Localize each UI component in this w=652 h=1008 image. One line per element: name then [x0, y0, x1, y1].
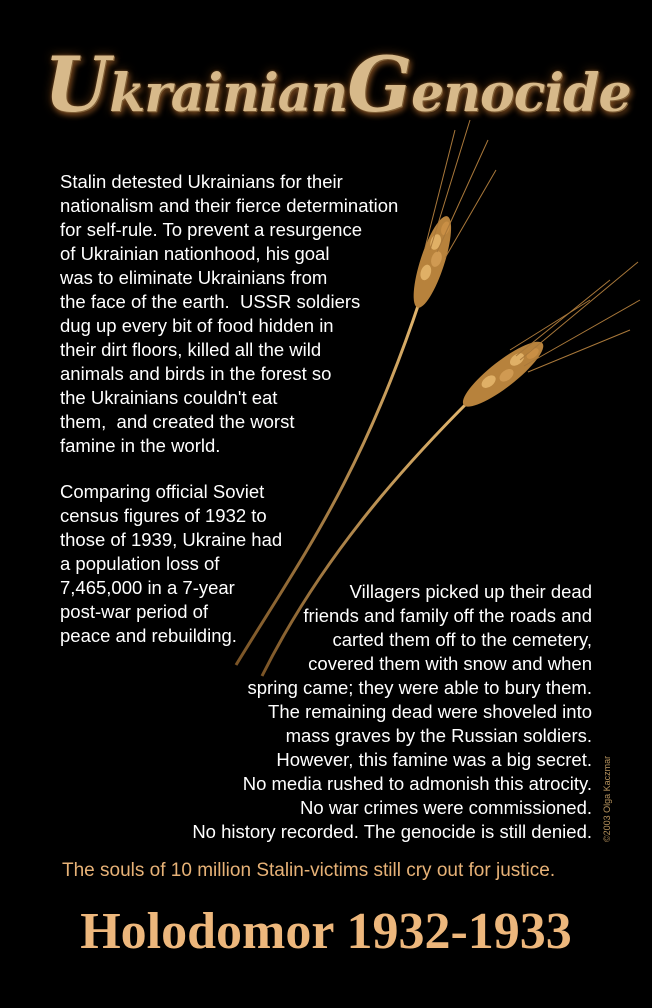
copyright-notice: ©2003 Olga Kaczmar	[602, 755, 612, 842]
title-initial-g: G	[347, 40, 412, 129]
paragraph-villagers: Villagers picked up their dead friends and family off the roads and carted them off to the cemetery, covered them with snow and when spring came; they were able to bury them. The remaining dead were shoveled into mass graves by the Russian soldiers. However, this famine was a big secret. No media rushed to admonish this atrocity. No war crimes were commissioned. No history recorded. The genocide is still denied.	[192, 581, 592, 842]
title-word-genocide: enocide	[411, 63, 631, 124]
title-initial-u: U	[44, 40, 110, 129]
paragraph-stalin: Stalin detested Ukrainians for their nationalism and their fierce determination for self-rule. To prevent a resurgence of Ukrainian nationhood, his goal was to eliminate Ukrainians from the face of the earth. USSR soldiers dug up every bit of food hidden in their dirt floors, killed all the wild animals and birds in the forest so the Ukrainians couldn't eat them, and created the worst famine in the world.	[60, 171, 399, 456]
paragraph-census: Comparing official Soviet census figures of 1932 to those of 1939, Ukraine had a population loss of 7,465,000 in a 7-year post-war period of peace and rebuilding.	[60, 481, 283, 646]
footer-title: Holodomor 1932-1933	[80, 903, 572, 960]
title-word-ukrainian: krainian	[109, 63, 348, 124]
tagline: The souls of 10 million Stalin-victims still cry out for justice.	[62, 860, 556, 881]
poster-title	[44, 40, 631, 130]
